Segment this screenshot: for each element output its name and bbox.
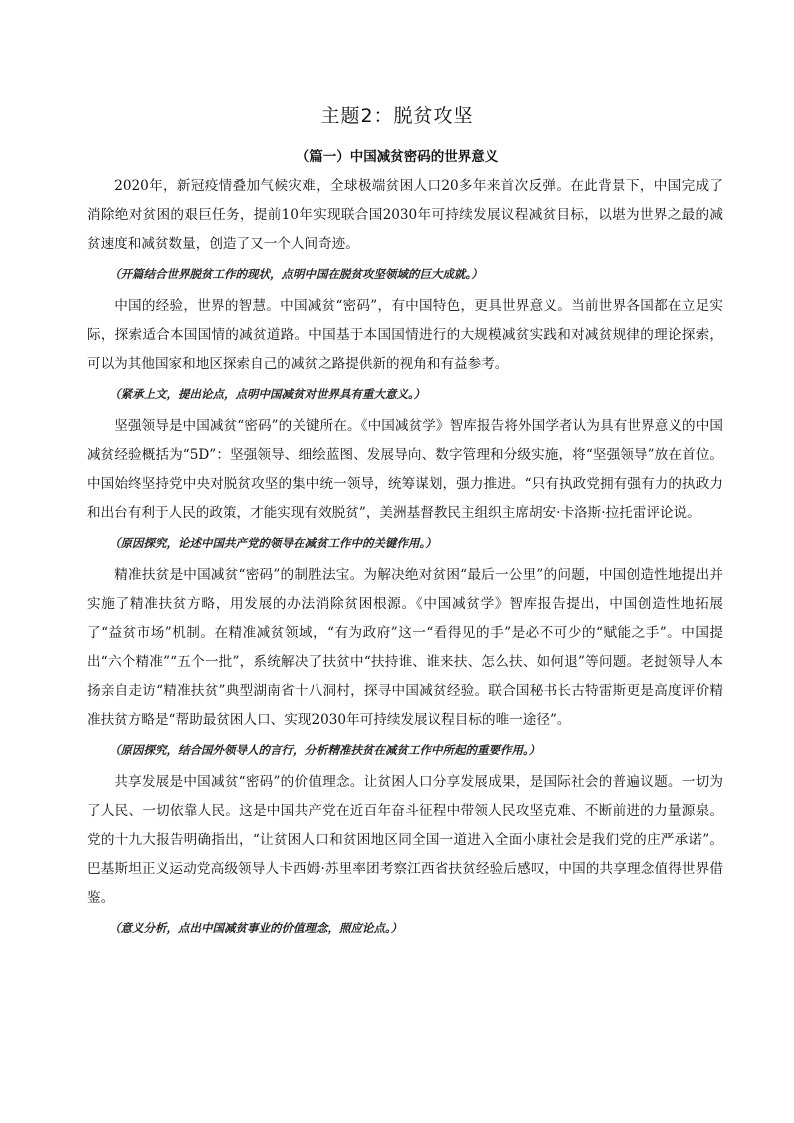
annotation-1: （开篇结合世界脱贫工作的现状，点明中国在脱贫攻坚领域的巨大成就。）	[109, 267, 483, 281]
annotation-4: （原因探究，结合国外领导人的言行，分析精准扶贫在减贫工作中所起的重要作用。）	[109, 743, 541, 757]
annotation-2: （紧承上文，提出论点，点明中国减贫对世界具有重大意义。）	[109, 387, 426, 401]
paragraph-3: 坚强领导是中国减贫“密码”的关键所在。《中国减贫学》智库报告将外国学者认为具有世界意义的中国减贫经验概括为“5D”：坚强领导、细绘蓝图、发展导向、数字管理和分级实施，将“坚强领导”放在首位。中国始终坚持党中央对脱贫攻坚的集中统一领导，统筹谋划，强力推进。“只有执政党拥有强有力的执政力和出台有利于人民的政策，才能实现有效脱贫”，美洲基督教民主组织主席胡安·卡洛斯·拉托雷评论说。	[87, 418, 723, 521]
paragraph-5: 共享发展是中国减贫“密码”的价值理念。让贫困人口分享发展成果，是国际社会的普遍议题。一切为了人民、一切依靠人民。这是中国共产党在近百年奋斗征程中带领人民攻坚克难、不断前进的力量源泉。党的十九大报告明确指出，“让贫困人口和贫困地区同全国一道进入全面小康社会是我们党的庄严承诺”。巴基斯坦正义运动党高级领导人卡西姆·苏里率团考察江西省扶贫经验后感叹，中国的共享理念值得世界借鉴。	[87, 774, 723, 906]
document-subtitle: （篇一）中国减贫密码的世界意义	[295, 149, 499, 165]
paragraph-1: 2020年，新冠疫情叠加气候灾难，全球极端贫困人口20多年来首次反弹。在此背景下，中国完成了消除绝对贫困的艰巨任务，提前10年实现联合国2030年可持续发展议程减贫目标，以堪为世界之最的减贫速度和减贫数量，创造了又一个人间奇迹。	[87, 178, 723, 252]
document-body	[87, 172, 723, 946]
paragraph-2: 中国的经验，世界的智慧。中国减贫“密码”，有中国特色，更具世界意义。当前世界各国都在立足实际，探索适合本国国情的减贫道路。中国基于本国国情进行的大规模减贫实践和对减贫规律的理论探索，可以为其他国家和地区探索自己的减贫之路提供新的视角和有益参考。	[87, 298, 723, 372]
annotation-5: （意义分析，点出中国减贫事业的价值理念，照应论点。）	[109, 921, 403, 935]
annotation-3: （原因探究，论述中国共产党的领导在减贫工作中的关键作用。）	[109, 536, 437, 550]
paragraph-4: 精准扶贫是中国减贫“密码”的制胜法宝。为解决绝对贫困“最后一公里”的问题，中国创造性地提出并实施了精准扶贫方略，用发展的办法消除贫困根源。《中国减贫学》智库报告提出，中国创造性地拓展了“益贫市场”机制。在精准减贫领域，“有为政府”这一“看得见的手”是必不可少的“赋能之手”。中国提出“六个精准”“五个一批”，系统解决了扶贫中“扶持谁、谁来扶、怎么扶、如何退”等问题。老挝领导人本扬亲自走访“精准扶贫”典型湖南省十八洞村，探寻中国减贫经验。联合国秘书长古特雷斯更是高度评价精准扶贫方略是“帮助最贫困人口、实现2030年可持续发展议程目标的唯一途径”。	[87, 567, 723, 728]
document-title: 主题2：脱贫攻坚	[320, 105, 474, 127]
